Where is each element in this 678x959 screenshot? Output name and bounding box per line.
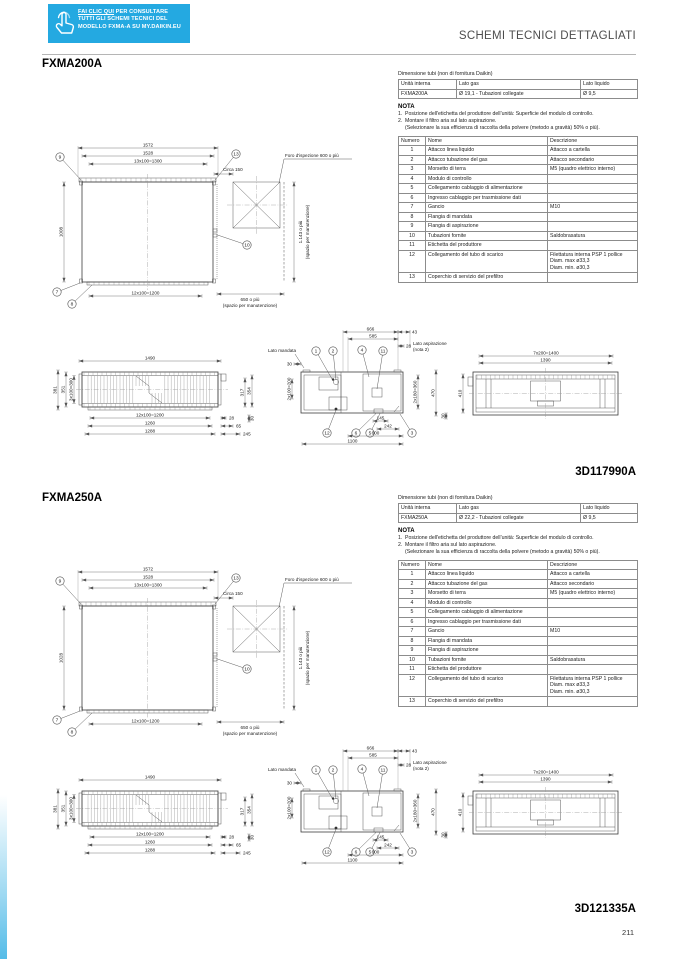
part-number: 1: [399, 146, 426, 156]
svg-text:11: 11: [380, 349, 386, 355]
part-number: 10: [399, 231, 426, 241]
dimension-label: 1390: [540, 357, 551, 363]
part-description: Saldobrasatura: [548, 655, 638, 665]
part-name: Attacco tubazione del gas: [426, 579, 548, 589]
callout-13: [215, 150, 240, 180]
column-header: Descrizione: [548, 136, 638, 146]
technical-drawing-fxma250a: [42, 563, 640, 915]
part-name: Coperchio di servizio del prefiltro: [426, 697, 548, 707]
dimension-label: 600: [371, 849, 380, 855]
drawing-label: (nota 2): [413, 347, 429, 352]
part-description: M5 (quadro elettrico interno): [548, 165, 638, 175]
part-number: 9: [399, 646, 426, 656]
badge-line3: MODELLO FXMA-A SU MY.DAIKIN.EU: [78, 23, 181, 30]
note-1: 1. Posizione dell'etichetta del produttore dell'unità: Superficie del modulo di controllo.: [398, 535, 594, 541]
part-number: 1: [399, 570, 426, 580]
svg-text:7: 7: [55, 290, 59, 296]
part-number: 3: [399, 589, 426, 599]
part-number: 13: [399, 273, 426, 283]
badge-line2: TUTTI GLI SCHEMI TECNICI DEL: [78, 16, 168, 23]
dimension-label: 1528: [142, 150, 154, 156]
column-header: Numero: [399, 136, 426, 146]
dimension-label: 470: [430, 808, 436, 816]
badge-line1-rest: PER CONSULTARE: [114, 9, 169, 15]
side-view-drawing: [268, 746, 448, 865]
part-description: M10: [548, 203, 638, 213]
dimension-label: 1100: [347, 438, 358, 444]
hand-click-icon: [52, 10, 76, 38]
column-header: Lato liquido: [581, 504, 638, 514]
dimension-label: 145: [376, 834, 385, 840]
part-description: Filettatura interna PSP 1 pollice Diam. max ø33,3 Diam. min. ø30,3: [548, 674, 638, 697]
dimension-label: 1288: [144, 428, 156, 434]
dimension-label: 65: [236, 423, 242, 429]
model-heading-fxma200a: FXMA200A: [42, 58, 103, 70]
part-number: 10: [399, 655, 426, 665]
drawing-label: Lato aspirazione: [413, 760, 447, 765]
svg-text:12: 12: [324, 431, 330, 437]
pipe-table-caption: Dimensione tubi (non di fornitura Daikin): [398, 71, 493, 77]
page-edge-accent: [0, 795, 7, 959]
part-number: 7: [399, 203, 426, 213]
svg-text:13: 13: [233, 152, 239, 158]
part-name: Modulo di controllo: [426, 174, 548, 184]
callout-11: [377, 347, 387, 389]
side-view-drawing: [268, 327, 448, 446]
pipe-size-table: [398, 79, 638, 99]
callout-7: [53, 711, 80, 724]
part-name: Flangia di aspirazione: [426, 222, 548, 232]
callout-3: [400, 833, 416, 856]
cell: Ø 19,1 - Tubazioni collegate: [457, 89, 581, 99]
part-name: Gancio: [426, 627, 548, 637]
part-number: 12: [399, 250, 426, 273]
dimension-label: 242: [384, 423, 392, 429]
dimension-label: 1028: [58, 652, 64, 664]
dimension-label: 381: [52, 386, 58, 394]
badge-line1-bold: FAI CLIC QUI: [78, 9, 115, 15]
callout-3: [400, 414, 416, 437]
mydaikin-link-badge[interactable]: [48, 4, 190, 43]
drawing-code-1: 3D117990A: [575, 466, 636, 478]
aspiration-view-drawing: [457, 770, 622, 838]
svg-text:4: 4: [360, 348, 364, 354]
drawing-label: Lato aspirazione: [413, 341, 447, 346]
part-number: 11: [399, 665, 426, 675]
dimension-label: 43: [412, 329, 418, 335]
drawing-label: (nota 2): [413, 766, 429, 771]
part-number: 12: [399, 674, 426, 697]
top-view-drawing: [53, 567, 352, 737]
dimension-label: 1572: [142, 142, 154, 148]
callout-9: [56, 577, 81, 604]
part-name: Flangia di mandata: [426, 212, 548, 222]
callout-8: [68, 285, 92, 308]
dimension-label: 13x100=1300: [134, 582, 162, 588]
dimension-label: 1572: [142, 566, 154, 572]
dimension-label: 3x100=300: [68, 797, 74, 820]
dimension-label: 28: [406, 762, 412, 768]
dimension-label: 30: [249, 415, 255, 422]
svg-text:9: 9: [58, 579, 62, 585]
dimension-label: 1008: [58, 226, 64, 238]
drawing-label: 1.143 o più: [298, 220, 303, 244]
drawing-code-2: 3D121335A: [574, 903, 636, 915]
dimension-label: 585: [369, 752, 377, 758]
dimension-label: 1260: [144, 839, 156, 845]
part-name: Etichetta del produttore: [426, 665, 548, 675]
dimension-label: 1528: [142, 574, 154, 580]
table-row: [399, 513, 638, 523]
part-description: Saldobrasatura: [548, 231, 638, 241]
cell: Ø 9,5: [581, 89, 638, 99]
column-header: Lato liquido: [581, 80, 638, 90]
part-name: Ingresso cablaggio per trasmissione dati: [426, 617, 548, 627]
svg-text:6: 6: [354, 850, 358, 856]
dimension-label: 13x100=1300: [134, 158, 162, 164]
part-name: Attacco linea liquido: [426, 570, 548, 580]
part-description: Attacco secondario: [548, 579, 638, 589]
svg-text:10: 10: [244, 667, 250, 673]
dimension-label: 7x200=1400: [533, 769, 559, 775]
drawing-label: (spazio per manutenzione): [305, 630, 310, 686]
svg-text:5: 5: [368, 431, 372, 437]
dimension-label: 12x100=1200: [136, 412, 164, 418]
part-description: M5 (quadro elettrico interno): [548, 589, 638, 599]
cell: Ø 9,5: [581, 513, 638, 523]
dimension-label: 381: [52, 805, 58, 813]
pipe-size-table: [398, 503, 638, 523]
drawing-label: 650 o più: [240, 725, 260, 730]
part-number: 8: [399, 212, 426, 222]
dimension-label: 354: [246, 387, 252, 395]
dimension-label: 30: [440, 832, 446, 838]
dimension-label: 1260: [144, 420, 156, 426]
dimension-label: 145: [376, 415, 385, 421]
column-header: Numero: [399, 560, 426, 570]
dimension-label: 1490: [144, 355, 156, 361]
part-number: 4: [399, 598, 426, 608]
dimension-label: 65: [236, 842, 242, 848]
part-number: 3: [399, 165, 426, 175]
drawing-label: (spazio per manutenzione): [305, 204, 310, 260]
svg-text:11: 11: [380, 768, 386, 774]
drawing-label: Foro d'ispezione 600 o più: [285, 577, 339, 582]
part-name: Collegamento cablaggio di alimentazione: [426, 608, 548, 618]
part-name: Collegamento del tubo di scarico: [426, 250, 548, 273]
part-name: Attacco linea liquido: [426, 146, 548, 156]
part-name: Morsetto di terra: [426, 589, 548, 599]
part-number: 8: [399, 636, 426, 646]
drawing-label: 1.143 o più: [298, 646, 303, 670]
part-number: 13: [399, 697, 426, 707]
part-name: Attacco tubazione del gas: [426, 155, 548, 165]
drawing-label: Lato mandata: [268, 767, 297, 772]
model-heading-fxma250a: FXMA250A: [42, 492, 103, 504]
svg-text:10: 10: [244, 243, 250, 249]
part-description: Attacco a cartella: [548, 146, 638, 156]
dimension-label: 351: [60, 804, 66, 813]
drawing-label: Lato mandata: [268, 348, 297, 353]
front-view-drawing: [52, 356, 254, 437]
top-view-drawing: [53, 143, 352, 309]
part-name: Gancio: [426, 203, 548, 213]
column-header: Lato gas: [457, 80, 581, 90]
svg-text:3: 3: [410, 431, 414, 437]
dimension-label: 600: [371, 430, 380, 436]
part-name: Collegamento del tubo di scarico: [426, 674, 548, 697]
dimension-label: 1390: [540, 776, 551, 782]
callout-9: [56, 153, 81, 180]
svg-text:4: 4: [360, 767, 364, 773]
dimension-label: 1490: [144, 774, 156, 780]
part-number: 9: [399, 222, 426, 232]
dimension-label: 2x180=360: [412, 380, 418, 404]
dimension-label: 12x100=1200: [131, 718, 160, 724]
column-header: Unità interna: [399, 80, 457, 90]
dimension-label: 470: [430, 389, 436, 397]
dimension-label: 410: [457, 389, 463, 398]
part-number: 5: [399, 184, 426, 194]
part-name: Flangia di aspirazione: [426, 646, 548, 656]
note-2: 2. Montare il filtro aria sul lato aspirazione. (Selezionare la sua efficienza di raccolta della polvere (metodo a gravità) 50% o più).: [398, 117, 600, 131]
callout-8: [68, 713, 92, 736]
dimension-label: 245: [243, 850, 251, 856]
dimension-label: 2x180=360: [412, 799, 418, 823]
dimension-label: 317: [239, 807, 245, 816]
dimension-label: 1100: [347, 857, 358, 863]
dimension-label: 30: [286, 780, 292, 786]
part-name: Collegamento cablaggio di alimentazione: [426, 184, 548, 194]
part-number: 11: [399, 241, 426, 251]
cell: FXMA250A: [399, 513, 457, 523]
dimension-label: 317: [239, 388, 245, 397]
callout-7: [53, 283, 80, 296]
column-header: Descrizione: [548, 560, 638, 570]
svg-text:3: 3: [410, 850, 414, 856]
part-number: 5: [399, 608, 426, 618]
part-name: Flangia di mandata: [426, 636, 548, 646]
part-description: Filettatura interna PSP 1 pollice Diam. max ø33,3 Diam. min. ø30,3: [548, 250, 638, 273]
dimension-label: 30: [249, 834, 255, 841]
svg-text:7: 7: [55, 718, 59, 724]
dimension-label: 410: [457, 808, 463, 817]
dimension-label: 12x100=1200: [131, 290, 160, 296]
table-row: [399, 504, 638, 514]
callout-11: [377, 766, 387, 808]
svg-text:13: 13: [233, 576, 239, 582]
part-description: Attacco secondario: [548, 155, 638, 165]
dimension-label: 354: [246, 806, 252, 814]
svg-text:1: 1: [314, 768, 318, 774]
dimension-label: 585: [369, 333, 377, 339]
part-name: Tubazioni fornite: [426, 231, 548, 241]
part-description: Attacco a cartella: [548, 570, 638, 580]
drawing-label: Circa 150: [223, 591, 243, 596]
drawing-label: (spazio per manutenzione): [222, 731, 278, 736]
nota-heading: NOTA: [398, 104, 415, 110]
svg-text:2: 2: [331, 349, 335, 355]
part-name: Tubazioni fornite: [426, 655, 548, 665]
part-number: 4: [399, 174, 426, 184]
dimension-label: 245: [243, 431, 251, 437]
svg-text:1: 1: [314, 349, 318, 355]
drawing-label: Foro d'ispezione 600 o più: [285, 153, 339, 158]
drawing-label: Circa 150: [223, 167, 243, 172]
svg-text:9: 9: [58, 155, 62, 161]
cell: Ø 22,2 - Tubazioni collegate: [457, 513, 581, 523]
dimension-label: 242: [384, 842, 392, 848]
dimension-label: 2x100=200: [286, 377, 292, 401]
note-1: 1. Posizione dell'etichetta del produttore dell'unità: Superficie del modulo di controllo.: [398, 111, 594, 117]
nota-heading: NOTA: [398, 528, 415, 534]
callout-10: [218, 659, 252, 673]
drawing-label: 650 o più: [240, 297, 260, 302]
page-number: 211: [622, 928, 634, 937]
callout-12: [323, 410, 336, 437]
callout-12: [323, 829, 336, 856]
page-header-title: SCHEMI TECNICI DETTAGLIATI: [458, 30, 636, 42]
dimension-label: 28: [406, 343, 412, 349]
part-description: M10: [548, 627, 638, 637]
dimension-label: 2x100=200: [286, 796, 292, 820]
svg-text:12: 12: [324, 850, 330, 856]
svg-text:8: 8: [70, 302, 74, 308]
dimension-label: 3x100=300: [68, 378, 74, 401]
dimension-label: 7x200=1400: [533, 350, 559, 356]
dimension-label: 1288: [144, 847, 156, 853]
dimension-label: 28: [229, 834, 235, 840]
part-name: Modulo di controllo: [426, 598, 548, 608]
cell: FXMA200A: [399, 89, 457, 99]
part-number: 6: [399, 617, 426, 627]
aspiration-view-drawing: [457, 351, 622, 419]
front-view-drawing: [52, 775, 254, 856]
dimension-label: 12x100=1200: [136, 831, 164, 837]
part-number: 2: [399, 155, 426, 165]
part-name: Coperchio di servizio del prefiltro: [426, 273, 548, 283]
drawing-label: (spazio per manutenzione): [222, 303, 278, 308]
svg-text:5: 5: [368, 850, 372, 856]
column-header: Lato gas: [457, 504, 581, 514]
header-rule: [42, 54, 636, 55]
part-name: Ingresso cablaggio per trasmissione dati: [426, 193, 548, 203]
svg-text:2: 2: [331, 768, 335, 774]
column-header: Unità interna: [399, 504, 457, 514]
table-row: [399, 89, 638, 99]
callout-13: [215, 574, 240, 604]
technical-drawing-fxma200a: [42, 130, 640, 465]
callout-10: [218, 235, 252, 249]
technical-drawing: [42, 563, 640, 915]
dimension-label: 666: [366, 326, 375, 332]
part-number: 2: [399, 579, 426, 589]
dimension-label: 30: [286, 361, 292, 367]
technical-drawing: [42, 130, 640, 465]
badge-text: [78, 9, 181, 31]
svg-text:6: 6: [354, 431, 358, 437]
dimension-label: 666: [366, 745, 375, 751]
column-header: Nome: [426, 136, 548, 146]
dimension-label: 28: [229, 415, 235, 421]
svg-text:8: 8: [70, 730, 74, 736]
table-row: [399, 80, 638, 90]
column-header: Nome: [426, 560, 548, 570]
pipe-table-caption: Dimensione tubi (non di fornitura Daikin): [398, 495, 493, 501]
part-name: Morsetto di terra: [426, 165, 548, 175]
dimension-label: 30: [440, 413, 446, 419]
dimension-label: 351: [60, 385, 66, 394]
part-name: Etichetta del produttore: [426, 241, 548, 251]
dimension-label: 43: [412, 748, 418, 754]
part-number: 6: [399, 193, 426, 203]
note-2: 2. Montare il filtro aria sul lato aspirazione. (Selezionare la sua efficienza di raccolta della polvere (metodo a gravità) 50% o più).: [398, 541, 600, 555]
part-number: 7: [399, 627, 426, 637]
